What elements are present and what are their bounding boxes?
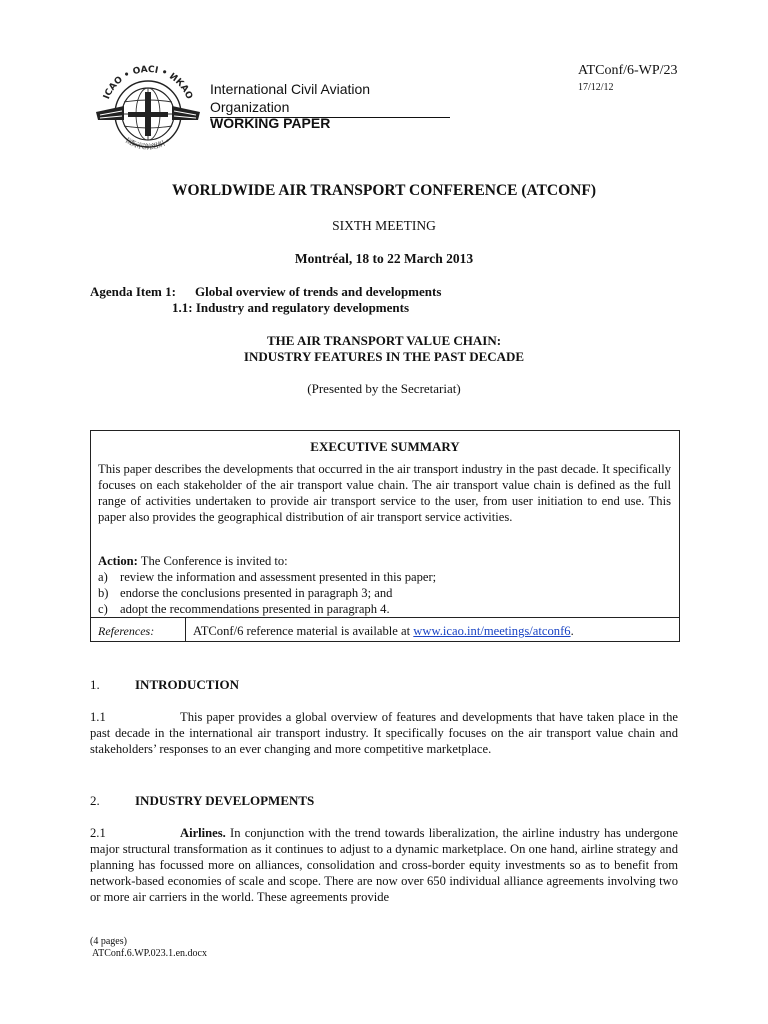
action-label: Action: xyxy=(98,554,138,568)
venue-dates: Montréal, 18 to 22 March 2013 xyxy=(294,251,474,266)
paragraph-1-1 xyxy=(90,709,678,757)
paragraph-1-1-number: 1.1 xyxy=(90,710,106,724)
org-name: International Civil Aviation Organization xyxy=(210,80,450,118)
paragraph-2-1 xyxy=(90,825,678,905)
action-text: The Conference is invited to: xyxy=(140,554,288,568)
doc-date: 17/12/12 xyxy=(578,82,614,93)
meeting-title: SIXTH MEETING xyxy=(332,218,436,233)
agenda-item: Global overview of trends and developments xyxy=(195,284,442,299)
atconf6-link[interactable]: www.icao.int/meetings/atconf6 xyxy=(413,624,571,638)
paragraph-1-1-text: This paper provides a global overview of features and developments that have taken place in the past decade in the international air transport industry. It specifically focuses on the air transport value chain and stakeholders’ responses to an ever changing and more competitive marketplace. xyxy=(90,710,678,756)
footer-pages: (4 pages) xyxy=(90,936,127,947)
references-column-divider xyxy=(185,617,186,641)
summary-action xyxy=(98,553,288,569)
references-content: ATConf/6 reference material is available at www.icao.int/meetings/atconf6. xyxy=(193,624,574,638)
paragraph-2-1-number: 2.1 xyxy=(90,826,106,840)
executive-summary-box xyxy=(90,430,680,642)
logo-lower-text: 国际民航组织 • xyxy=(124,136,172,152)
action-item: c) adopt the recommendations presented in paragraph 4. xyxy=(98,602,390,616)
agenda-subitem: 1.1: Industry and regulatory developments xyxy=(172,300,410,315)
action-list xyxy=(98,569,436,617)
action-item: a) review the information and assessment presented in this paper; xyxy=(98,570,437,584)
paper-title-line1: THE AIR TRANSPORT VALUE CHAIN: xyxy=(266,333,502,348)
paper-title-line2: INDUSTRY FEATURES IN THE PAST DECADE xyxy=(243,349,525,364)
doc-reference: ATConf/6-WP/23 xyxy=(578,63,678,78)
section-2-number: 2. xyxy=(90,793,100,808)
conference-title: WORLDWIDE AIR TRANSPORT CONFERENCE (ATCONF) xyxy=(171,182,597,199)
paragraph-2-1-text: In conjunction with the trend towards liberalization, the airline industry has undergone major structural transformation as it continues to adjust to a dynamic marketplace. On one hand, airline strategy and planning has focussed more on alliances, consolidation and cross-border equity investments so as to benefit from network-based economies of scale and scope. There are now over 650 individual alliance agreements involving two or more air carriers in the world. These agreements provide xyxy=(90,826,678,904)
references-divider xyxy=(91,617,679,618)
paper-type: WORKING PAPER xyxy=(210,115,331,131)
summary-body: This paper describes the developments that occurred in the air transport industry in the past decade. It specifically focuses on each stakeholder of the air transport value chain. The air transport value chain is defined as the full range of activities undertaken to provide air transport service to the user, from user initiation to end use. This paper also provides the geographical distribution of air transport service activities. xyxy=(98,462,671,524)
section-2-title: INDUSTRY DEVELOPMENTS xyxy=(135,793,315,808)
references-text: ATConf/6 reference material is available at xyxy=(193,624,414,638)
references-label: References: xyxy=(98,624,155,638)
footer-filename: ATConf.6.WP.023.1.en.docx xyxy=(92,948,207,959)
logo-ring-text: ICAO • OACI • ИКАО xyxy=(101,64,194,101)
presented-by: (Presented by the Secretariat) xyxy=(307,381,461,396)
icao-emblem-logo xyxy=(92,58,204,164)
action-item: b) endorse the conclusions presented in paragraph 3; and xyxy=(98,586,393,600)
paragraph-2-1-lead: Airlines. xyxy=(180,826,226,840)
section-1-number: 1. xyxy=(90,677,100,692)
agenda-label: Agenda Item 1: xyxy=(90,284,176,299)
section-1-title: INTRODUCTION xyxy=(135,677,240,692)
summary-heading: EXECUTIVE SUMMARY xyxy=(310,439,460,454)
